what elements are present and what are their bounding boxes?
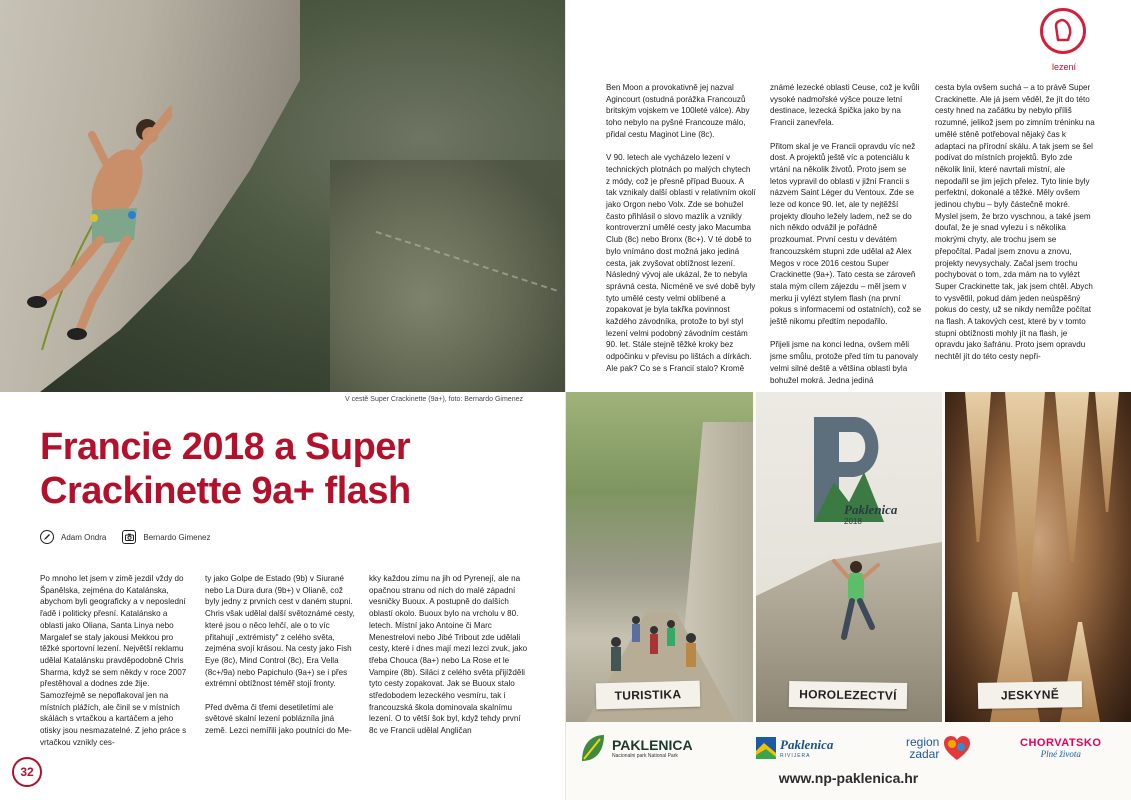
climber-photo	[0, 0, 565, 392]
ribbon-caves: JESKYNĚ	[978, 681, 1082, 709]
article-column-4: Ben Moon a provokativně jej nazval Agincourt (ostudná porážka Francouzů britským vojskem ve 100leté válce). Aby toho nebylo na pyšné Francouze málo, přidal cestu Maginot Line (8c). V 90. letech ale vycházelo lezení v technických plotnách po malých chytech z módy, což je přesně případ Buoux. A tak vznikaly další oblasti v relativním okolí jako Orgon nebo Volx. Zde se bohužel často přihlásil o slovo mazlík a vznikly kontroverzní umělé cesty jako Macumba Club (8c) nebo Bronx (8c+). V té době to bylo vnímáno dost možná jako jediná cesta, jak zvyšovat obtížnost lezení. Následný vývoj ale ukázal, že to nebyla správná cesta. Nicméně ve své době byly tyto umělé cesty velmi oblíbené a zopakovat je byla takřka povinnost každého závodníka, protože to byl styl lezení velmi podobný závodním cestám 90. let. Stále stejně těžké kroky bez odpočinku v převisu po lištách a dírkách. Ale pak? Co se s Francií stalo? Kromě	[606, 83, 756, 373]
climbing-poster-photo	[756, 392, 942, 722]
pen-icon	[40, 530, 54, 544]
np-logo-sub: Nacionalni park National Park	[612, 753, 678, 759]
region-logo-line2: zadar	[909, 747, 940, 761]
climber-figure-small	[826, 557, 886, 657]
region-zadar-logo	[906, 730, 972, 766]
np-leaf-icon	[580, 733, 606, 763]
article-column-2: ty jako Golpe de Estado (9b) v Siurané nebo La Dura dura (9b+) v Olianě, což byly jedny z prvních cest v daném stupni. Chris však udělal další světoznámé cesty, které jsou o něco lehčí, ale o to víc přitahují „extrémisty" z celého světa, zejména svojí krásou. Na cesty jako Fish Eye (8c), Mind Control (8c), Era Vella (8c+/9a) nebo Papichulo (9a+) se i přes extrémní obtížnost téměř stojí fronty. Před dvěma či třemi desetiletími ale světové skalní lezení poblázníla jiná země. Lezci nemířili jako poutníci do Me-	[205, 574, 355, 736]
stalactite	[1095, 392, 1119, 512]
article-column-3: kky každou zimu na jih od Pyrenejí, ale na opačnou stranu od nich do malé západní vesničky Buoux. A postupně do dalších oblastí okolo. Buoux bylo na vrcholu v 80. letech. Místní jako Antoine či Marc Menestrelovi nebo Jibé Tribout zde udělali cesty, které i dnes mají mezi lezci zvuk, jako třeba Chouca (8a+) nebo La Rose et le Vampire (8b). Siláci z celého světa přijížděli tyto cesty zopakovat. Jak se Buoux stalo středobodem lezeckého vesmíru, tak i francouzská škola dominovala skalnímu lezení. O to větší šok byl, když tehdy první 8c ve Francii udělal Angličan	[369, 574, 528, 736]
climber-figure	[22, 90, 172, 350]
heart-icon	[942, 733, 972, 763]
cave-photo	[945, 392, 1131, 722]
region-logo-line1: region	[906, 735, 940, 749]
page-number: 32	[12, 757, 42, 787]
camera-icon	[122, 530, 136, 544]
ribbon-climbing: HOROLEZECTVÍ	[789, 681, 907, 709]
np-paklenica-logo	[580, 730, 693, 766]
stalactite	[965, 392, 991, 542]
riviera-logo-sub: RIVIJERA	[780, 753, 811, 759]
croatia-logo-name: CHORVATSKO	[1020, 737, 1102, 749]
stalactite	[1005, 392, 1045, 602]
carabiner-icon	[1040, 8, 1086, 54]
paklenica-advertisement	[566, 392, 1131, 800]
poster-year: 2018	[844, 517, 862, 526]
croatia-logo-slogan: Plné života	[1040, 749, 1081, 759]
article-column-1: Po mnoho let jsem v zimě jezdil vždy do Španělska, zejména do Katalánska, abychom byli geograficky a v neposlední řadě i politicky přesní. Katalánsko a oblasti jako Oliana, Santa Linya nebo Margalef se staly jakousi Mekkou pro těžké sportovní lezení. Největší reklamu udělal Katalánsku pravděpodobně Chris Sharma, když se sem někdy v roce 2007 přestěhoval a dodnes zde žije. Samozřejmě se nepoflakoval jen na místních plážích, ale činil se v místních skálách s vrtačkou a kartáčem a jeho otisky jsou nesmazatelné. Z jeho práce s vrtačkou vznikly ces-	[40, 574, 187, 747]
article-column-6: cesta byla ovšem suchá – a to právě Super Crackinette. Ale já jsem věděl, že jít do této cesty hned na začátku by nebylo příliš rozumné, jelikož jsem po zimním tréninku na umělé stěně potřeboval nějaký čas k adaptaci na přírodní skálu. A tak jsem se šel podívat do místních projektů. Bylo zde několik linií, které navrtali místní, ale nepodařil se jim jejich přelez. Tyto linie byly perfektní, dokonalé a těžké. Měly ovšem jedinou chybu – byly částečně mokré. Myslel jsem, že brzo vyschnou, a také jsem doufal, že je snad vylezu i s několika mokrými chyty, ale trochu jsem se přepočítal. Padal jsem znovu a znovu, projekty nevysychaly. Začal jsem trochu pochybovat o tom, zda mám na to vylézt Super Crackinette tak, jak jsem chtěl. Abych to vysvětlil, pokud dám jeden neúspěšný pokus do cesty, už se nikdy nemůže počítat na flash. A takových cest, které by v tomto stupni obtížnosti mohly jít na flash, je opravdu jako šafránu. Proto jsem opravdu nechtěl jít do této cesty nepři-	[935, 83, 1095, 362]
byline	[40, 529, 211, 545]
photo-caption: V cestě Super Crackinette (9a+), foto: Bernardo Gimenez	[344, 396, 523, 403]
chorvatsko-logo	[1020, 730, 1101, 766]
hiking-photo	[566, 392, 753, 722]
poster-title: Paklenica	[844, 502, 898, 517]
riviera-flag-icon	[756, 737, 776, 759]
riviera-logo-name: Paklenica	[780, 737, 834, 752]
photographer-name: Bernardo Gimenez	[143, 532, 211, 542]
riviera-logo	[756, 730, 833, 766]
section-label: lezení	[1051, 62, 1077, 72]
website-url[interactable]: www.np-paklenica.hr	[778, 770, 919, 786]
valley-background	[330, 160, 565, 392]
hikers-figures	[566, 392, 753, 722]
ribbon-hiking: TURISTIKA	[596, 681, 701, 710]
author-name: Adam Ondra	[61, 532, 107, 542]
article-column-5: známé lezecké oblasti Ceuse, což je kvůli vysoké nadmořské výšce pouze letní destinace, lezecká špička jako by na Francii zanevřela. Přitom skal je ve Francii opravdu víc než dost. A projektů ještě víc a potenciálu k vrtání na několik životů. Proto jsem se letos vypravil do oblasti v jižní Francii s názvem Saint Léger du Ventoux. Zde se leze od konce 90. let, ale ty nejtěžší projekty dlouho ležely ladem, než se do nich někdo odvážil je pořádně prozkoumat. První cestu v devátém francouzském stupni zde udělal až Alex Megos v roce 2016 cestou Super Crackinette (9a+). Tato cesta se zároveň stala mým cílem zájezdu – měl jsem v merku ji vylézt stylem flash (na první pokus s informacemi od ostatních), což se ještě nikomu předtím nepodařilo. Přijeli jsme na konci ledna, ovšem měli jsme smůlu, protože před tím tu panovaly velmi silné deště a většina oblasti byla bohužel mokrá. Jedna jediná	[770, 83, 922, 385]
stalactite	[1055, 392, 1089, 562]
sponsor-logos	[566, 722, 1131, 772]
np-logo-name: PAKLENICA	[612, 737, 693, 753]
article-title: Francie 2018 a Super Crackinette 9a+ flash	[40, 426, 411, 512]
